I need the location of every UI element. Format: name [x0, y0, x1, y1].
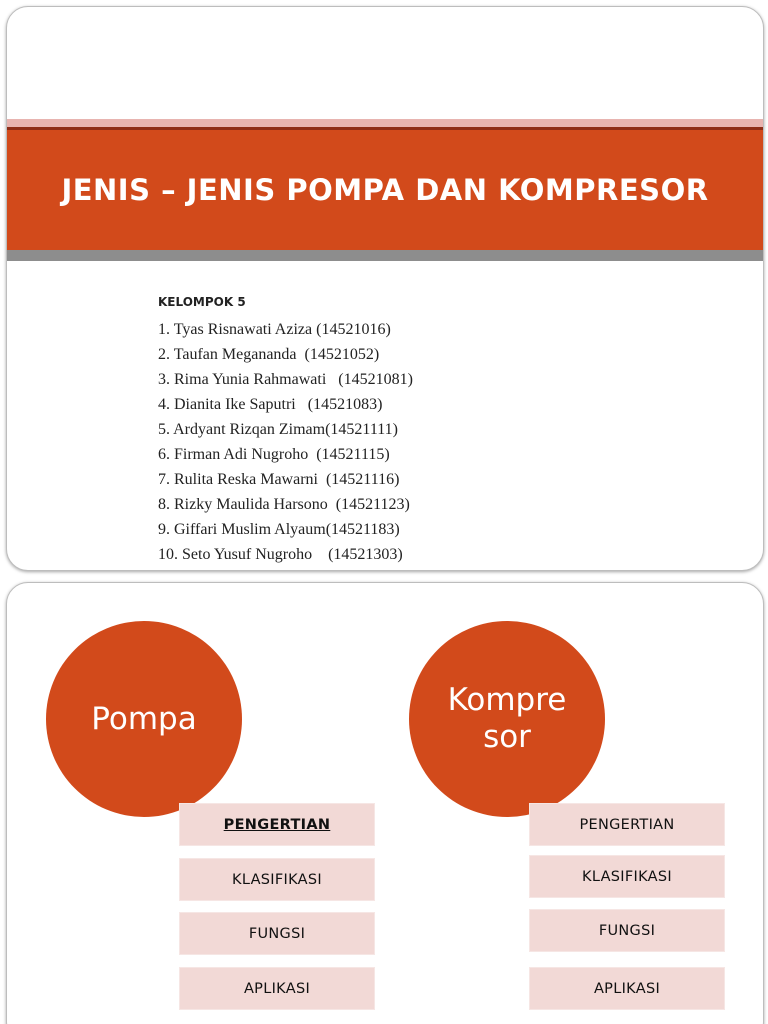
- kompresor-circle[interactable]: [409, 621, 605, 817]
- group-label: KELOMPOK 5: [158, 295, 246, 309]
- member-list: [158, 317, 413, 567]
- pompa-circle-label: Pompa: [91, 700, 197, 737]
- title-band-top-stripe: [7, 119, 763, 127]
- kompresor-pengertian-tab[interactable]: PENGERTIAN: [529, 803, 725, 846]
- member-item: 8. Rizky Maulida Harsono (14521123): [158, 496, 410, 513]
- member-item: 2. Taufan Megananda (14521052): [158, 346, 380, 363]
- member-item: 3. Rima Yunia Rahmawati (14521081): [158, 371, 413, 388]
- member-item: 10. Seto Yusuf Nugroho (14521303): [158, 546, 403, 563]
- title-slide: [6, 6, 764, 571]
- member-item: 5. Ardyant Rizqan Zimam(14521111): [158, 421, 398, 438]
- overview-slide: [6, 582, 764, 1024]
- kompresor-klasifikasi-tab[interactable]: KLASIFIKASI: [529, 855, 725, 898]
- slide-title: JENIS – JENIS POMPA DAN KOMPRESOR: [61, 173, 709, 207]
- pompa-aplikasi-tab[interactable]: APLIKASI: [179, 967, 375, 1010]
- pompa-klasifikasi-tab[interactable]: KLASIFIKASI: [179, 858, 375, 901]
- kompresor-aplikasi-tab[interactable]: APLIKASI: [529, 967, 725, 1010]
- member-item: 4. Dianita Ike Saputri (14521083): [158, 396, 383, 413]
- pompa-pengertian-tab[interactable]: PENGERTIAN: [179, 803, 375, 846]
- pompa-circle[interactable]: [46, 621, 242, 817]
- member-item: 9. Giffari Muslim Alyaum(14521183): [158, 521, 400, 538]
- member-item: 7. Rulita Reska Mawarni (14521116): [158, 471, 400, 488]
- pompa-fungsi-tab[interactable]: FUNGSI: [179, 912, 375, 955]
- title-band: [7, 130, 763, 250]
- member-item: 1. Tyas Risnawati Aziza (14521016): [158, 321, 391, 338]
- kompresor-fungsi-tab[interactable]: FUNGSI: [529, 909, 725, 952]
- member-item: 6. Firman Adi Nugroho (14521115): [158, 446, 390, 463]
- title-band-bottom-stripe: [7, 250, 763, 261]
- kompresor-circle-label: Kompre sor: [447, 682, 567, 755]
